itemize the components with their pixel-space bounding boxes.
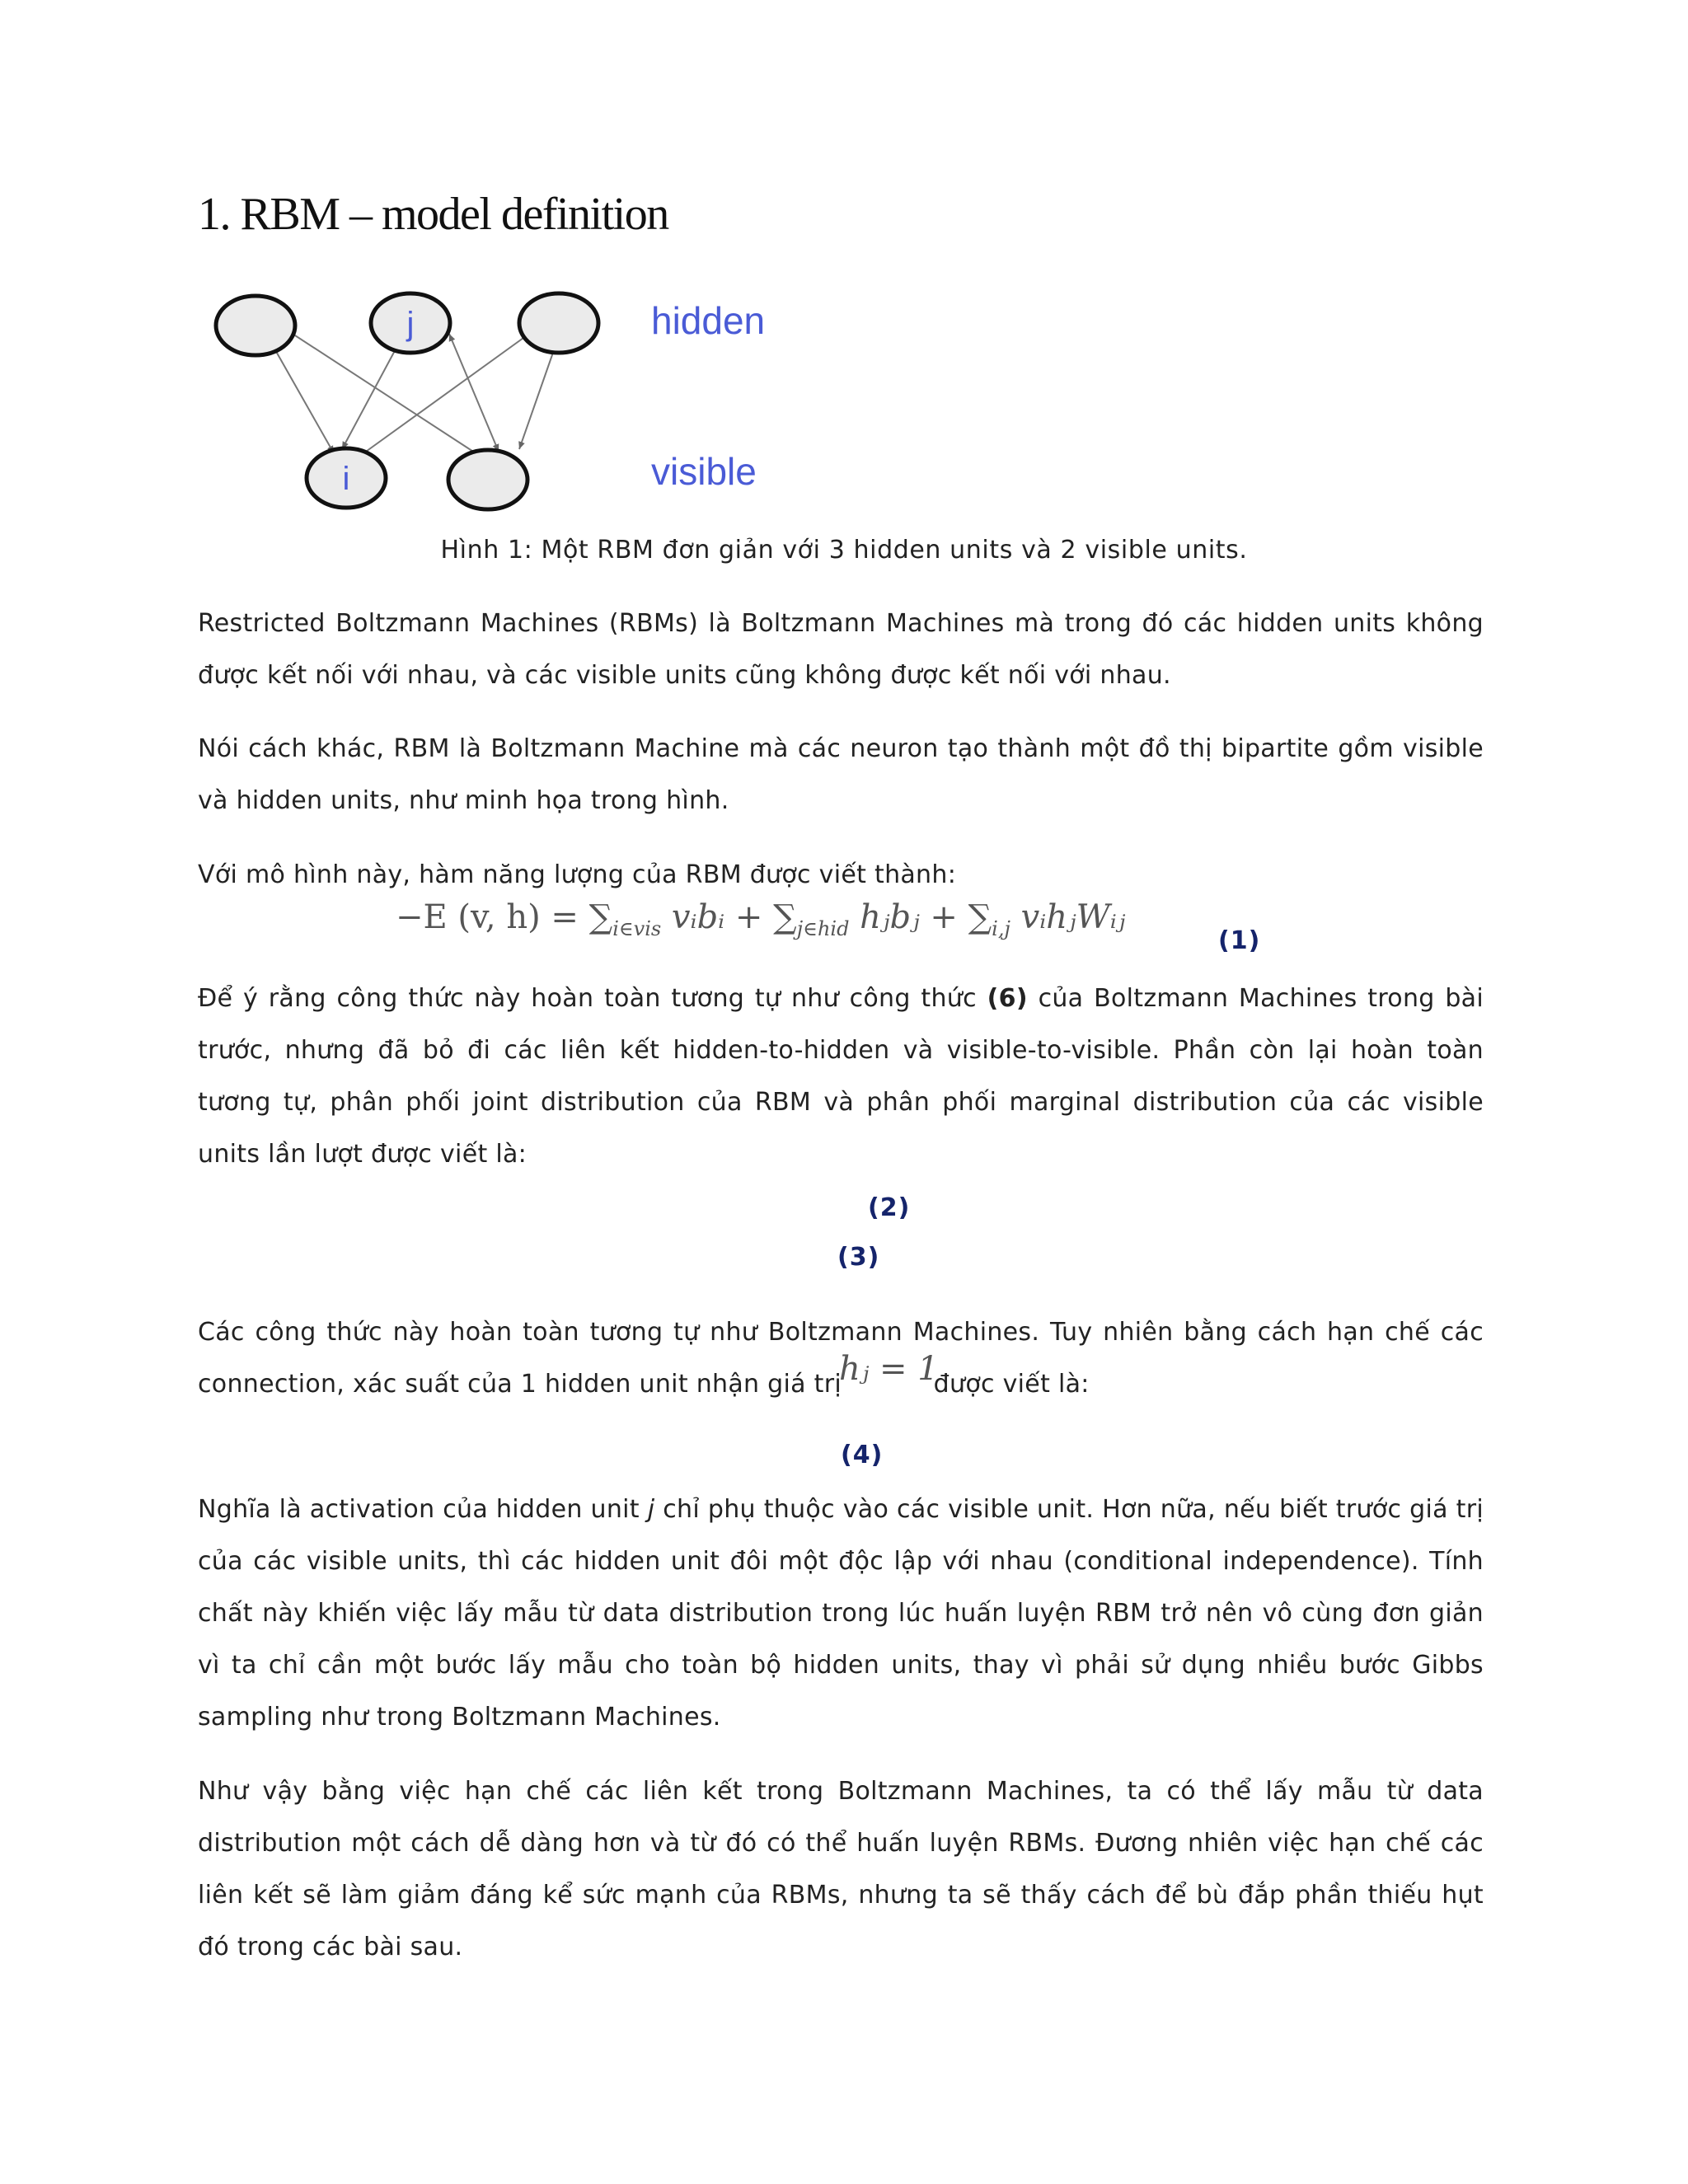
inline-hj-text: hⱼ = 1: [839, 1350, 939, 1388]
paragraph-6: [198, 1483, 1484, 1743]
inline-formula-hj: [839, 1350, 939, 1388]
formula-lhs: −E (v, h) =: [396, 898, 589, 936]
visible-layer-label: visible: [651, 450, 757, 493]
paragraph-6-text-b: chỉ phụ thuộc vào các visible unit. Hơn nữa, nếu biết trước giá trị của các visible units, thì các hidden unit đôi một độc lập với nhau (conditional independence). Tính chất này khiến việc lấy mẫu từ data distribution trong lúc huấn luyện RBM trở nên vô cùng đơn giản vì ta chỉ cần một bước lấy mẫu cho toàn bộ hidden units, thay vì phải sử dụng nhiều bước Gibbs sampling như trong Boltzmann Machines.: [198, 1495, 1484, 1732]
edge-hj-v2: [449, 334, 499, 452]
equation-reference-6: (6): [987, 984, 1028, 1013]
paragraph-6-text-a: Nghĩa là activation của hidden unit: [198, 1495, 648, 1524]
equation-number-2: (2): [868, 1193, 911, 1222]
formula-term3: vᵢhⱼWᵢⱼ: [1010, 898, 1126, 936]
paragraph-4: [198, 972, 1484, 1180]
equation-number-3: (3): [837, 1243, 880, 1272]
paragraph-4-text-b: của Boltzmann Machines trong bài trước, nhưng đã bỏ đi các liên kết hidden-to-hidden và visible-to-visible. Phần còn lại hoàn toàn tương tự, phân phối joint distribution của RBM và phân phối marginal distribution của các visible units lần lượt được viết là:: [198, 984, 1484, 1169]
hidden-layer-label: hidden: [651, 299, 766, 342]
section-heading: 1. RBM – model definition: [198, 189, 668, 240]
equation-number-4: (4): [841, 1441, 884, 1469]
equation-number-1: (1): [1218, 926, 1261, 955]
formula-sum1-sub: i∈vis: [612, 917, 662, 940]
visible-node-2: [448, 450, 528, 509]
formula-sum3-sub: i,j: [992, 917, 1010, 940]
formula-term2: hⱼbⱼ +: [849, 898, 968, 936]
rbm-figure: [198, 272, 824, 527]
paragraph-7: Như vậy bằng việc hạn chế các liên kết trong Boltzmann Machines, ta có thể lấy mẫu từ data distribution một cách dễ dàng hơn và từ đó có thể huấn luyện RBMs. Đương nhiên việc hạn chế các liên kết sẽ làm giảm đáng kể sức mạnh của RBMs, nhưng ta sẽ thấy cách để bù đắp phần thiếu hụt đó trong các bài sau.: [198, 1777, 1484, 1961]
figure-caption: Hình 1: Một RBM đơn giản với 3 hidden units và 2 visible units.: [440, 536, 1248, 565]
formula-sum2-sub: j∈hid: [796, 917, 850, 940]
formula-term1: vᵢbᵢ +: [661, 898, 774, 936]
energy-formula: −E (v, $h) = \sum_{i\in vis}$ vᵢbᵢ + $\sum_{j\in hid}$ hⱼbⱼ + $\sum_{i,j}$ vᵢhⱼWᵢⱼ: [396, 898, 1126, 940]
paragraph-6-variable-j: j: [647, 1495, 655, 1524]
paragraph-3: Với mô hình này, hàm năng lượng của RBM được viết thành:: [198, 860, 957, 889]
paragraph-5-text-b: được viết là:: [925, 1370, 1090, 1399]
paragraph-2: Nói cách khác, RBM là Boltzmann Machine mà các neuron tạo thành một đồ thị bipartite gồm visible và hidden units, như minh họa trong hình.: [198, 734, 1484, 815]
hidden-node-3: [519, 293, 598, 353]
paragraph-4-text-a: Để ý rằng công thức này hoàn toàn tương tự như công thức: [198, 984, 987, 1013]
node-j-label: j: [406, 306, 415, 342]
hidden-node-1: [216, 296, 295, 355]
paragraph-1: Restricted Boltzmann Machines (RBMs) là Boltzmann Machines mà trong đó các hidden units không được kết nối với nhau, và các visible units cũng không được kết nối với nhau.: [198, 609, 1484, 690]
rbm-graph-diagram: [198, 272, 824, 527]
paragraph-5-text-a: Các công thức này hoàn toàn tương tự như Boltzmann Machines. Tuy nhiên bằng cách hạn chế các connection, xác suất của 1 hidden unit nhận giá trị: [198, 1318, 1484, 1399]
node-i-label: i: [342, 461, 350, 497]
